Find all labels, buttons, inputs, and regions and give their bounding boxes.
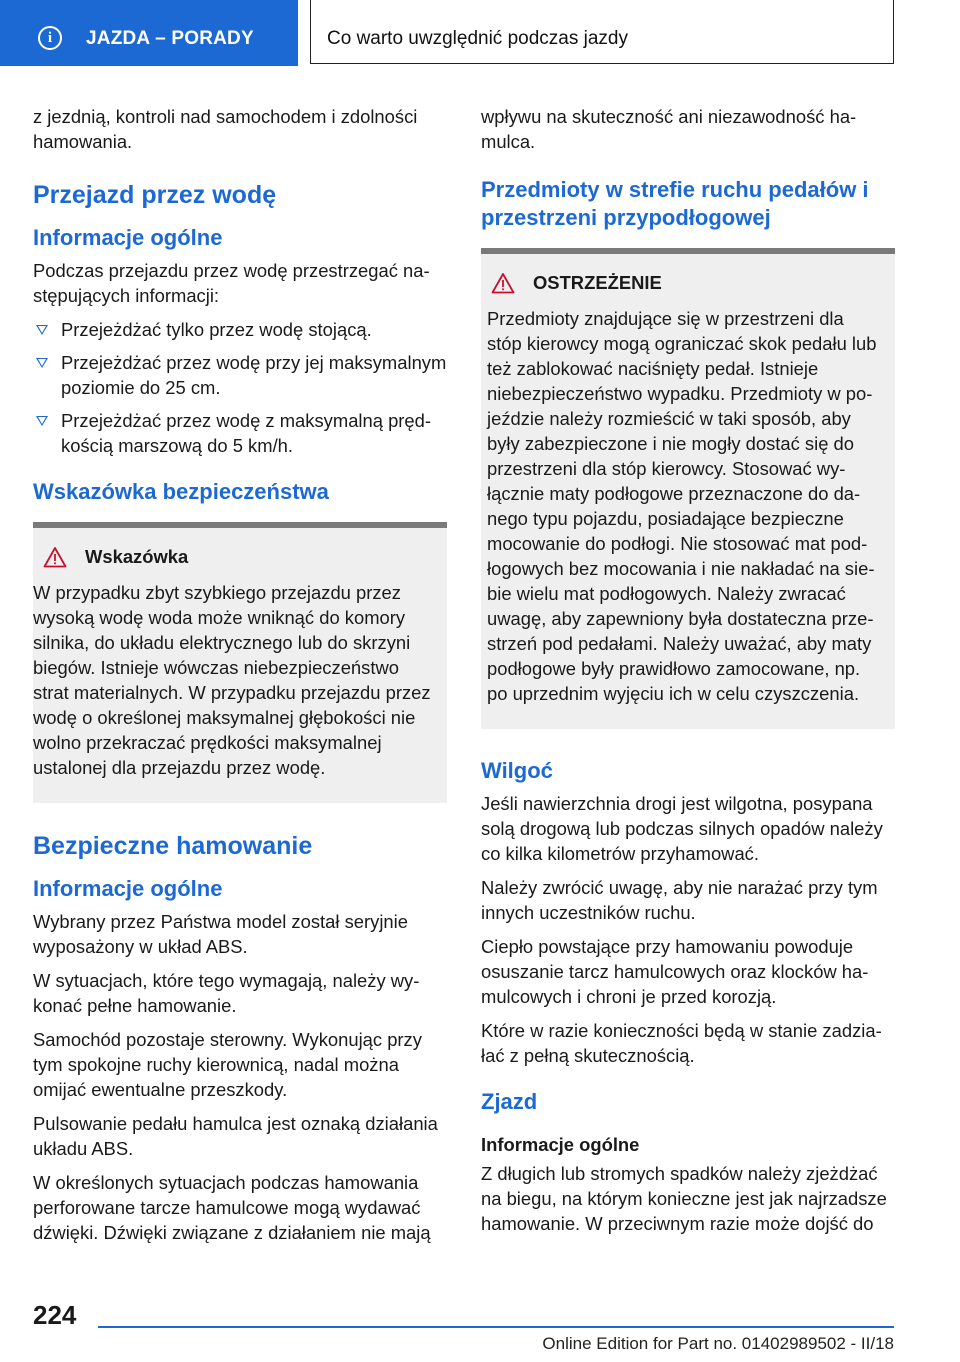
left-column bbox=[33, 104, 447, 1254]
note-title: Wskazówka bbox=[85, 546, 189, 567]
warning-triangle-icon bbox=[491, 272, 515, 294]
chapter-header bbox=[310, 0, 894, 64]
water-crossing-heading: Przejazd przez wodę bbox=[33, 181, 277, 209]
warning-header bbox=[491, 272, 883, 294]
intro-text: z jezdnią, kontroli nad samochodem i zdolności hamowania. bbox=[33, 106, 418, 152]
paragraph: W sytuacjach, które tego wymagają, należy wykonać pełne hamowanie. bbox=[33, 970, 420, 1016]
warning-triangle-icon bbox=[43, 546, 67, 568]
edition-footer: Online Edition for Part no. 01402989502 - II/18 bbox=[542, 1334, 894, 1353]
descent-heading: Zjazd bbox=[481, 1089, 538, 1114]
footer-divider bbox=[98, 1326, 894, 1328]
paragraph: Które w razie konieczności będą w stanie zadziałać z pełną skutecznością. bbox=[481, 1020, 882, 1066]
paragraph: Samochód pozostaje sterowny. Wykonując przy tym spokojne ruchy kierownicą, nadal można omijać ewentualne przeszkody. bbox=[33, 1029, 422, 1100]
list-item bbox=[33, 350, 447, 400]
note-text: W przypadku zbyt szybkiego przejazdu przez wysoką wodę woda może wniknąć do komory silnika, do układu elektrycznego lub do skrzyni biegów. Istnieje wówczas niebezpieczeństwo strat materialnych. W przypadku przejazdu przez wodę o określonej maksymalnej głębokości nie wolno przekraczać prędkości maksymalnej ustalonej dla przejazdu przez wodę. bbox=[33, 582, 431, 778]
paragraph: Należy zwrócić uwagę, aby nie narażać przy tym innych uczestników ruchu. bbox=[481, 877, 878, 923]
page-number: 224 bbox=[33, 1300, 77, 1330]
paragraph: Wybrany przez Państwa model został seryjnie wyposażony w układ ABS. bbox=[33, 911, 408, 957]
descent-text: Z długich lub stromych spadków należy zjeżdżać na biegu, na którym konieczne jest jak najrzadsze hamowanie. W przeciwnym razie może dojść do bbox=[481, 1163, 887, 1234]
list-item bbox=[33, 408, 447, 458]
list-item-text: Przejeżdżać przez wodę z maksymalną prędkością marszową do 5 km/h. bbox=[61, 410, 432, 456]
section-tab bbox=[0, 0, 298, 66]
bullet-triangle-icon bbox=[36, 325, 48, 335]
paragraph: W określonych sytuacjach podczas hamowania perforowane tarcze hamulcowe mogą wydawać dźwięki. Dźwięki związane z działaniem nie mają bbox=[33, 1172, 431, 1243]
note-header bbox=[43, 546, 435, 568]
info-icon: i bbox=[38, 26, 62, 50]
warning-title: OSTRZEŻENIE bbox=[533, 272, 662, 293]
intro-text: wpływu na skuteczność ani niezawodność hamulca. bbox=[481, 106, 857, 152]
paragraph: Ciepło powstające przy hamowaniu powoduje osuszanie tarcz hamulcowych oraz klocków hamulcowych i chroni je przed korozją. bbox=[481, 936, 869, 1007]
right-column bbox=[481, 104, 895, 1245]
bullet-triangle-icon bbox=[36, 416, 48, 426]
list-item-text: Przejeżdżać tylko przez wodę stojącą. bbox=[61, 319, 372, 340]
section-label: JAZDA – PORADY bbox=[86, 28, 254, 49]
warning-box bbox=[481, 248, 895, 729]
descent-info-heading: Informacje ogólne bbox=[481, 1134, 640, 1155]
paragraph: Jeśli nawierzchnia drogi jest wilgotna, posypana solą drogową lub podczas silnych opadów należy co kilka kilometrów przyhamować. bbox=[481, 793, 883, 864]
braking-info-heading: Informacje ogólne bbox=[33, 876, 223, 901]
warning-text: Przedmioty znajdujące się w przestrzeni dla stóp kierowcy mogą ograniczać skok pedału lub też zablokować naciśnięty pedał. Istnieje niebezpieczeństwo wypadku. Przedmioty w pojeździe należy rozmieścić w taki sposób, aby były zabezpieczone i nie mogły dostać się do przestrzeni dla stóp kierowcy. Stosować wyłącznie maty podłogowe przeznaczone do danego typu pojazdu, posiadające bezpieczne mocowanie do podłogi. Nie stosować mat podłogowych bez mocowania i nie nakładać na siebie wielu mat podłogowych. Należy zwracać uwagę, aby zapewniony była dostateczna przestrzeń pod pedałami. Należy uważać, aby maty podłogowe były prawidłowo zamocowane, np. po uprzednim wyjęciu ich w celu czyszczenia. bbox=[487, 308, 877, 704]
safety-heading: Wskazówka bezpieczeństwa bbox=[33, 479, 329, 504]
moisture-heading: Wilgoć bbox=[481, 758, 553, 783]
water-bullet-list bbox=[33, 317, 447, 458]
braking-heading: Bezpieczne hamowanie bbox=[33, 832, 313, 860]
list-item-text: Przejeżdżać przez wodę przy jej maksymalnym poziomie do 25 cm. bbox=[61, 352, 447, 398]
safety-note-box bbox=[33, 522, 447, 803]
bullet-triangle-icon bbox=[36, 358, 48, 368]
water-info-text: Podczas przejazdu przez wodę przestrzegać następujących informacji: bbox=[33, 260, 430, 306]
list-item bbox=[33, 317, 447, 342]
paragraph: Pulsowanie pedału hamulca jest oznaką działania układu ABS. bbox=[33, 1113, 438, 1159]
chapter-title: Co warto uwzględnić podczas jazdy bbox=[327, 28, 628, 49]
objects-heading: Przedmioty w strefie ruchu pedałów i przestrzeni przypodłogowej bbox=[481, 177, 869, 230]
water-info-heading: Informacje ogólne bbox=[33, 225, 223, 250]
